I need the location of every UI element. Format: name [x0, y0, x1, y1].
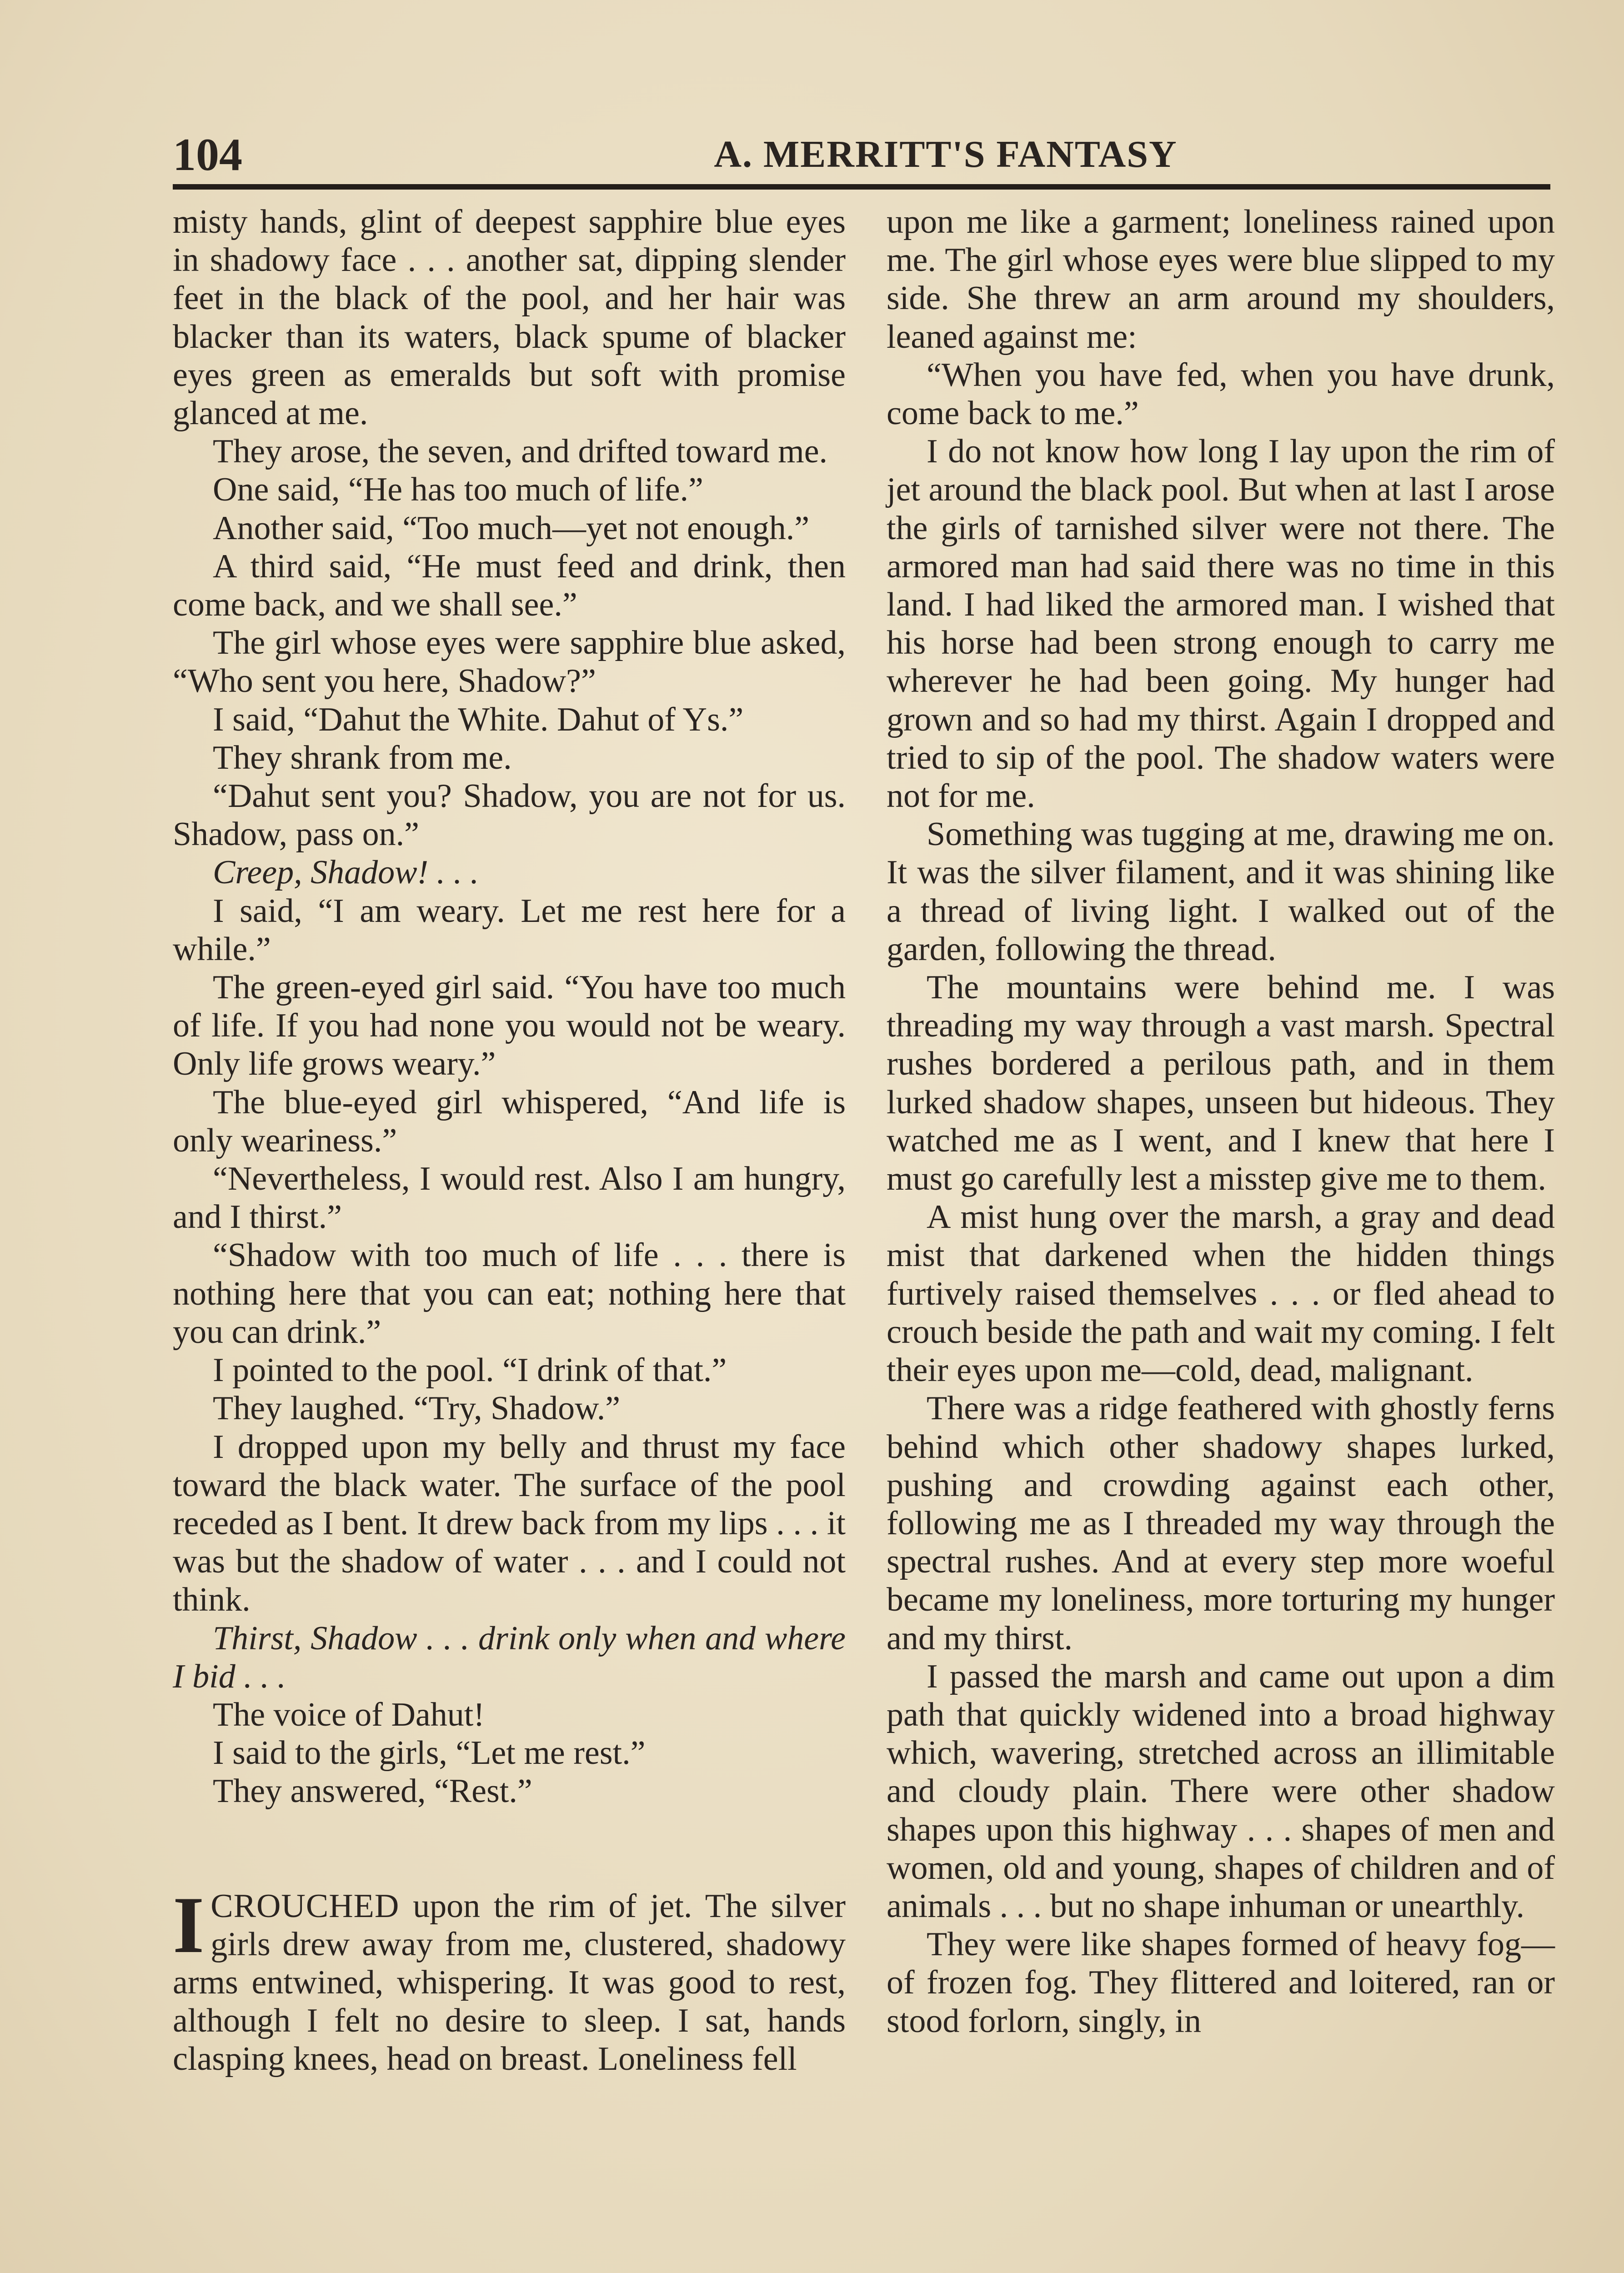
dropcap-letter: I [173, 1879, 205, 1970]
section-break [173, 1811, 846, 1887]
paragraph: They laughed. “Try, Shadow.” [213, 1390, 621, 1427]
paragraph: upon me like a garment; loneliness rained upon me. The girl whose eyes were blue slipped to my side. She threw an arm around my shoulders, leaned against me: [887, 203, 1555, 355]
paragraph: I said, “I am weary. Let me rest here for a while.” [173, 892, 846, 968]
paragraph: I passed the marsh and came out upon a dim path that quickly widened into a broad highway which, wavering, stretched across an illimitable and cloudy plain. There were other shadow shapes upon this highway . . . shapes of men and women, old and young, shapes of children and of animals . . . but no shape inhuman or unearthly. [887, 1657, 1555, 1925]
paragraph: “When you have fed, when you have drunk, come back to me.” [887, 356, 1555, 432]
paragraph: “Shadow with too much of life . . . there is nothing here that you can eat; nothing here that you can drink.” [173, 1237, 846, 1351]
paragraph: Another said, “Too much—yet not enough.” [213, 509, 810, 547]
paragraph: They arose, the seven, and drifted toward me. [213, 433, 828, 471]
paragraph: The green-eyed girl said. “You have too much of life. If you had none you would not be weary. Only life grows weary.” [173, 969, 846, 1083]
paragraph: They answered, “Rest.” [213, 1772, 532, 1810]
paragraph: “Dahut sent you? Shadow, you are not for us. Shadow, pass on.” [173, 777, 846, 853]
running-title: A. MERRITT'S FANTASY [714, 133, 1178, 175]
italic-paragraph: Thirst, Shadow . . . drink only when and where I bid . . . [173, 1619, 846, 1695]
dropcap-text: upon the rim of jet. The silver girls drew away from me, clustered, shadowy arms entwined, whispering. It was good to rest, although I felt no desire to sleep. I sat, hands clasping knees, head on breast. Loneliness fell [173, 1887, 846, 2078]
paragraph: I dropped upon my belly and thrust my face toward the black water. The surface of the pool receded as I bent. It drew back from my lips . . . it was but the shadow of water . . . and I could not think. [173, 1428, 846, 1619]
page-number: 104 [173, 129, 242, 180]
paragraph: I said, “Dahut the White. Dahut of Ys.” [213, 701, 744, 738]
paragraph: I do not know how long I lay upon the rim of jet around the black pool. But when at last I arose the girls of tarnished silver were not there. The armored man had said there was no time in this land. I had liked the armored man. I wished that his horse had been strong enough to carry me wherever he had been going. My hunger had grown and so had my thirst. Again I dropped and tried to sip of the pool. The shadow waters were not for me. [887, 433, 1555, 815]
italic-paragraph: Creep, Shadow! . . . [213, 854, 479, 891]
left-column [173, 203, 846, 2078]
paragraph: I said to the girls, “Let me rest.” [213, 1734, 646, 1772]
right-column [887, 203, 1555, 2040]
paragraph: misty hands, glint of deepest sapphire blue eyes in shadowy face . . . another sat, dipping slender feet in the black of the pool, and her hair was blacker than its waters, black spume of blacker eyes green as emeralds but soft with promise glanced at me. [173, 203, 846, 432]
dropcap-lead: CROUCHED [211, 1887, 400, 1925]
paragraph: They shrank from me. [213, 739, 512, 776]
paragraph: The blue-eyed girl whispered, “And life is only weariness.” [173, 1083, 846, 1159]
paragraph: They were like shapes formed of heavy fog—of frozen fog. They flittered and loitered, ran or stood forlorn, singly, in [887, 1926, 1555, 2040]
paragraph: There was a ridge feathered with ghostly ferns behind which other shadowy shapes lurked, pushing and crowding against each other, following me as I threaded my way through the spectral rushes. And at every step more woeful became my loneliness, more torturing my hunger and my thirst. [887, 1390, 1555, 1657]
paragraph: The mountains were behind me. I was threading my way through a vast marsh. Spectral rushes bordered a perilous path, and in them lurked shadow shapes, unseen but hideous. They watched me as I went, and I knew that here I must go carefully lest a misstep give me to them. [887, 969, 1555, 1198]
paragraph: I pointed to the pool. “I drink of that.” [213, 1352, 727, 1389]
paragraph: One said, “He has too much of life.” [213, 471, 703, 509]
paragraph: A mist hung over the marsh, a gray and dead mist that darkened when the hidden things furtively raised themselves . . . or fled ahead to crouch beside the path and wait my coming. I felt their eyes upon me—cold, dead, malignant. [887, 1198, 1555, 1389]
paragraph: “Nevertheless, I would rest. Also I am hungry, and I thirst.” [173, 1160, 846, 1236]
dropcap-paragraph [173, 1879, 846, 2078]
header-rule [173, 184, 1550, 190]
paragraph: The girl whose eyes were sapphire blue asked, “Who sent you here, Shadow?” [173, 624, 846, 700]
page-header [173, 127, 1550, 186]
paragraph: A third said, “He must feed and drink, then come back, and we shall see.” [173, 547, 846, 624]
paragraph: Something was tugging at me, drawing me on. It was the silver filament, and it was shining like a thread of living light. I walked out of the garden, following the thread. [887, 816, 1555, 968]
paragraph: The voice of Dahut! [213, 1696, 485, 1733]
